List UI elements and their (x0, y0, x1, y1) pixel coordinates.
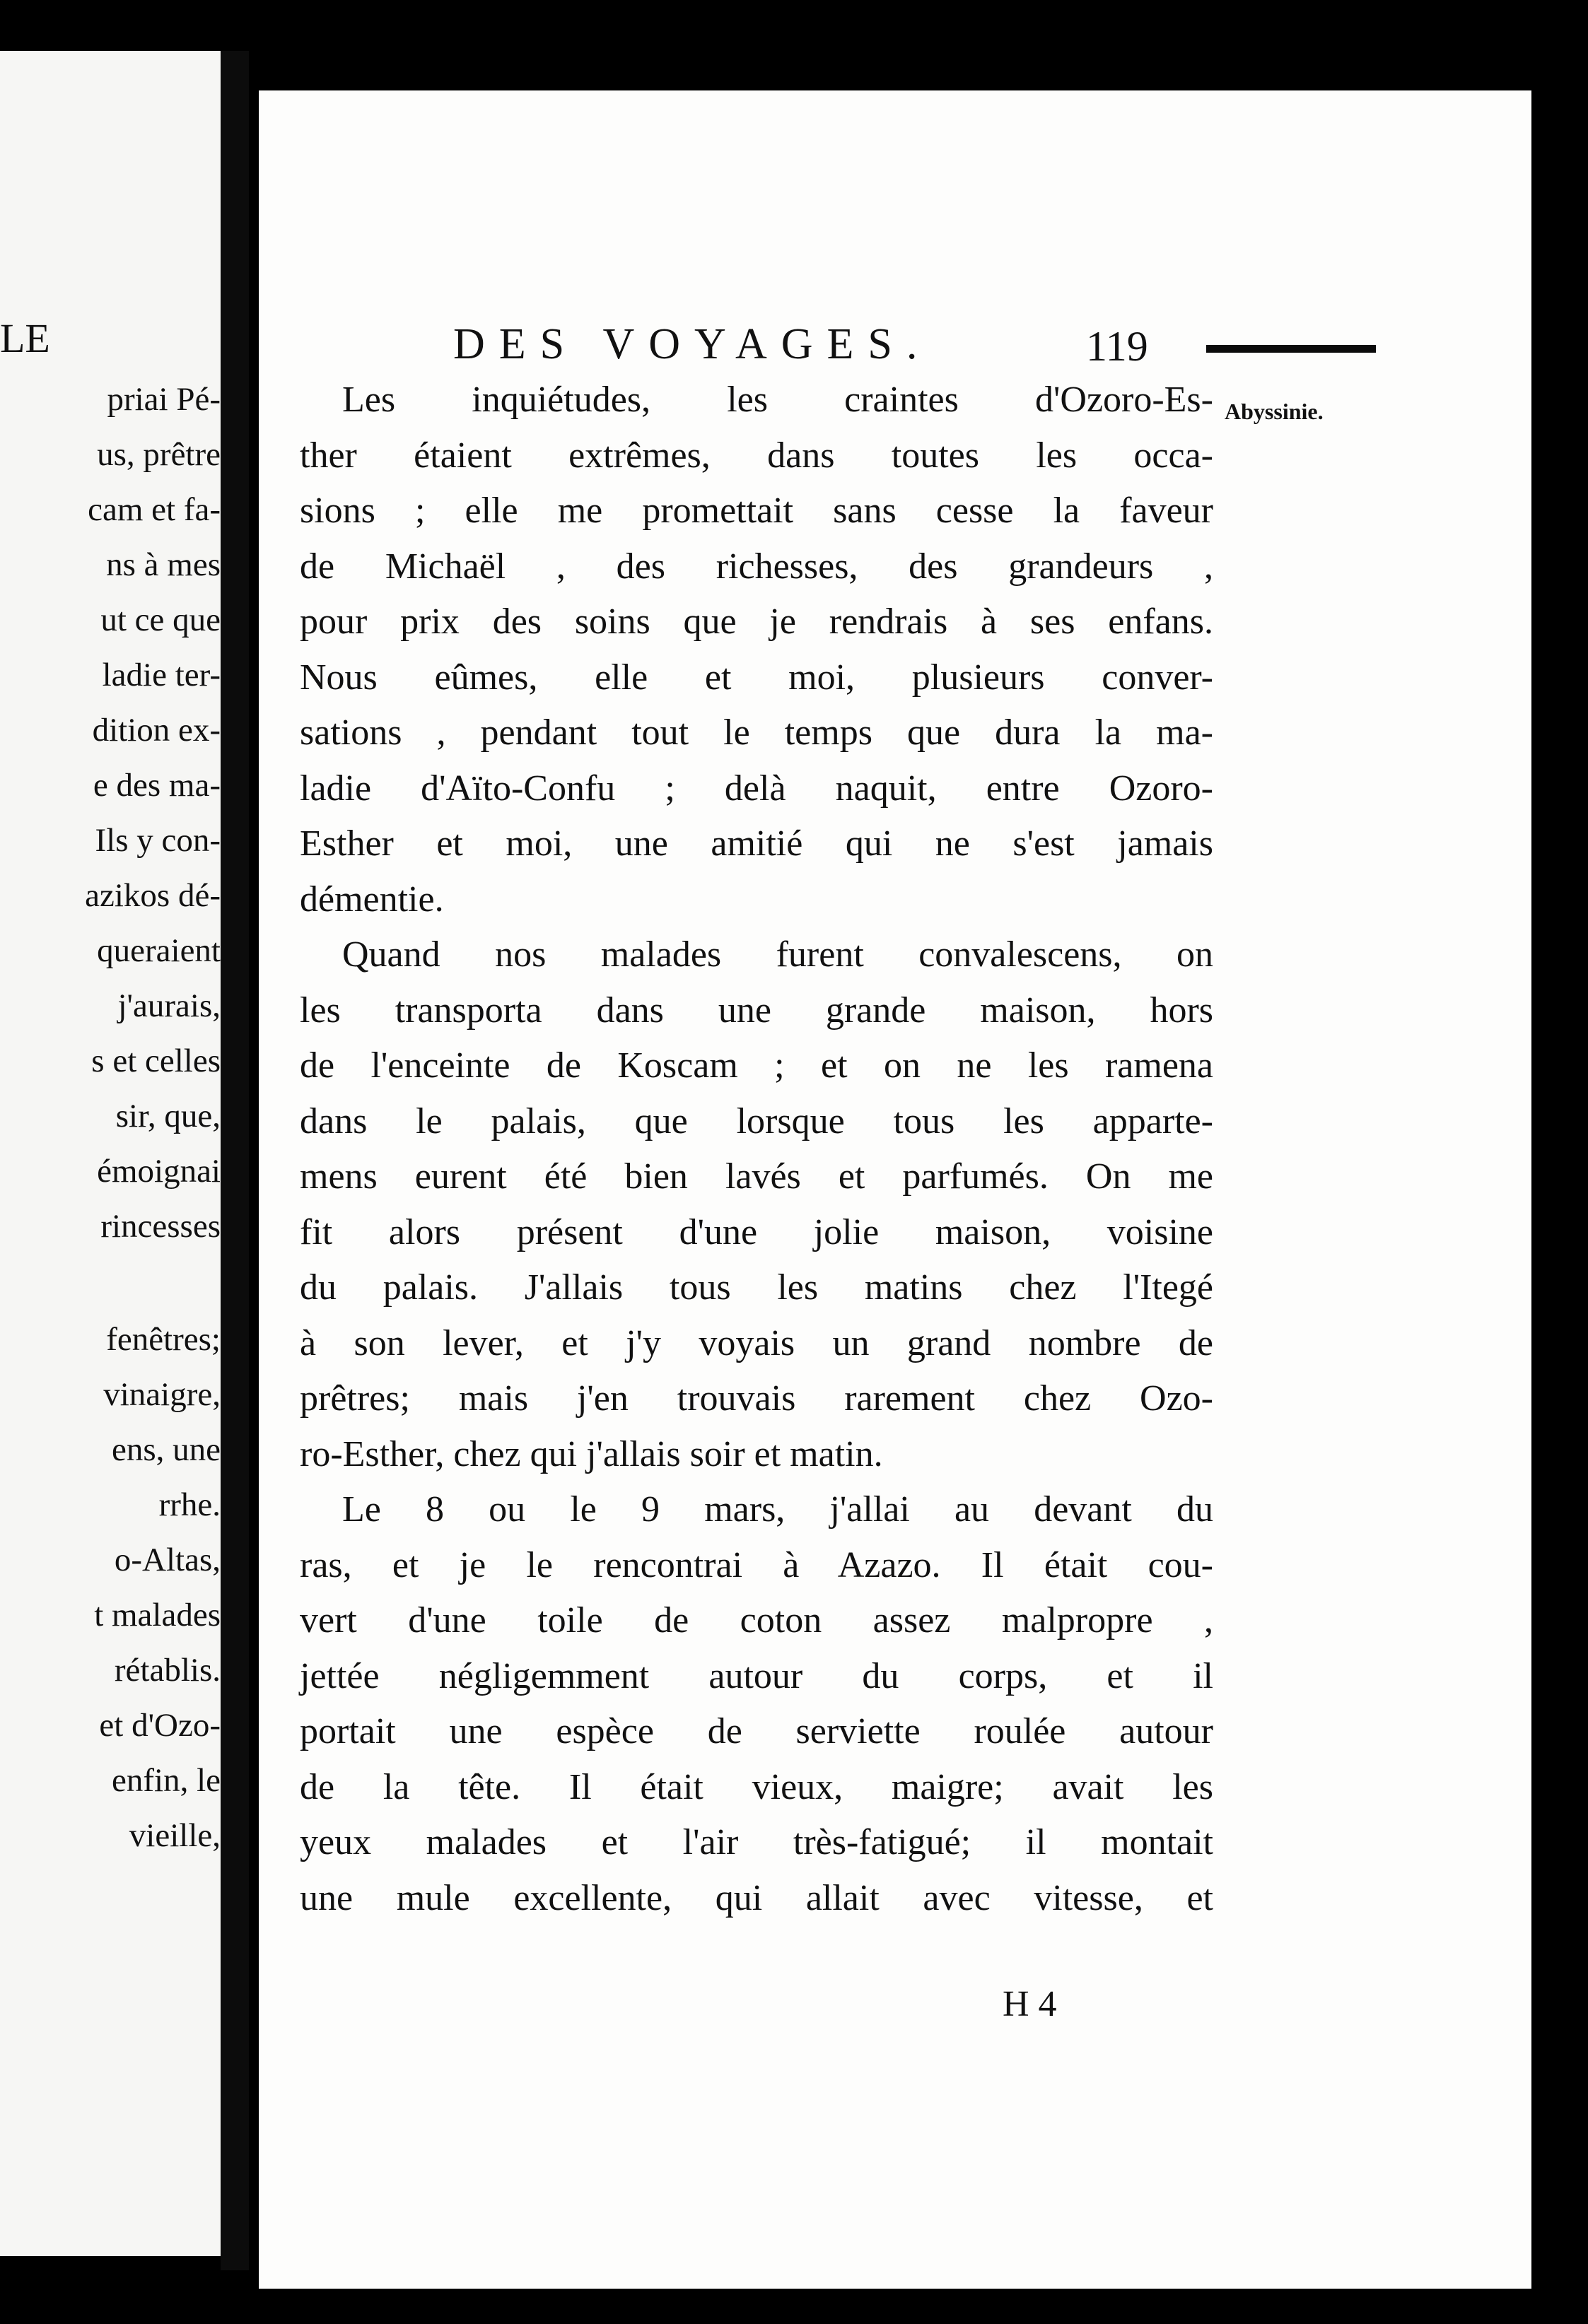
left-page-text-fragment: vieille, (129, 1817, 221, 1854)
left-page-text-fragment: Ils y con- (95, 822, 221, 859)
body-text-line: vert d'une toile de coton assez malpropre , (300, 1600, 1213, 1641)
left-page-fragment (0, 51, 221, 2256)
body-text-line: à son lever, et j'y voyais un grand nombre de (300, 1322, 1213, 1363)
right-page (259, 90, 1531, 2289)
page-number: 119 (1086, 323, 1148, 370)
body-text-line: yeux malades et l'air très-fatigué; il montait (300, 1822, 1213, 1862)
left-page-text-fragment: sir, que, (115, 1098, 221, 1134)
body-text-line: de la tête. Il était vieux, maigre; avait les (300, 1766, 1213, 1807)
head-rule (1206, 345, 1376, 353)
body-text-line: de l'enceinte de Koscam ; et on ne les ramena (300, 1045, 1213, 1086)
body-text-line: Le 8 ou le 9 mars, j'allai au devant du (342, 1489, 1213, 1530)
body-text-line: de Michaël , des richesses, des grandeurs , (300, 546, 1213, 587)
left-page-text-fragment: ens, une (111, 1431, 221, 1468)
signature-mark: H 4 (1003, 1984, 1057, 2024)
left-page-text-fragment: vinaigre, (103, 1376, 221, 1413)
body-text-line: prêtres; mais j'en trouvais rarement chez Ozo- (300, 1378, 1213, 1419)
left-page-text-fragment: ut ce que (100, 601, 221, 638)
body-text-line: portait une espèce de serviette roulée autour (300, 1711, 1213, 1751)
left-page-text-fragment: dition ex- (92, 712, 221, 749)
left-page-text-fragment: e des ma- (93, 767, 221, 804)
body-text-line: dans le palais, que lorsque tous les apparte- (300, 1101, 1213, 1142)
margin-note: Abyssinie. (1225, 399, 1324, 424)
body-text-line: démentie. (300, 879, 444, 920)
left-page-text-fragment: j'aurais, (117, 987, 221, 1024)
body-text-line: ras, et je le rencontrai à Azazo. Il était cou- (300, 1544, 1213, 1585)
page-edge (1531, 90, 1588, 2289)
body-text-line: sions ; elle me promettait sans cesse la faveur (300, 491, 1213, 531)
body-text-line: mens eurent été bien lavés et parfumés. On me (300, 1156, 1213, 1197)
body-text-line: Quand nos malades furent convalescens, on (342, 934, 1213, 975)
running-head: DES VOYAGES. (453, 320, 932, 368)
body-text-line: Esther et moi, une amitié qui ne s'est jamais (300, 823, 1213, 864)
body-text-line: Nous eûmes, elle et moi, plusieurs conver- (300, 657, 1213, 698)
body-text-line: une mule excellente, qui allait avec vitesse, et (300, 1877, 1213, 1918)
body-text-line: les transporta dans une grande maison, hors (300, 990, 1213, 1031)
left-page-text-fragment: queraient (97, 932, 221, 969)
left-page-text-fragment: azikos dé- (85, 877, 221, 914)
left-page-text-fragment: ns à mes (106, 546, 221, 583)
left-page-text-fragment: s et celles (91, 1043, 221, 1079)
left-page-text-fragment: enfin, le (112, 1762, 221, 1799)
body-text-line: ladie d'Aïto-Confu ; delà naquit, entre Ozoro- (300, 768, 1213, 809)
body-text-line: ro-Esther, chez qui j'allais soir et matin. (300, 1433, 883, 1474)
body-text-line: fit alors présent d'une jolie maison, voisine (300, 1211, 1213, 1252)
scan-border (0, 2289, 1588, 2324)
left-page-text-fragment: cam et fa- (88, 491, 221, 528)
body-text-line: Les inquiétudes, les craintes d'Ozoro-Es- (342, 380, 1213, 420)
left-page-text-fragment: rrhe. (158, 1486, 221, 1523)
left-page-text-fragment: ladie ter- (102, 657, 221, 693)
left-page-text-fragment: et d'Ozo- (99, 1707, 221, 1744)
book-gutter (221, 51, 249, 2270)
left-page-text-fragment: rétablis. (114, 1652, 221, 1689)
left-page-text-fragment: priai Pé- (107, 381, 221, 418)
left-page-text-fragment: rincesses (100, 1208, 221, 1245)
left-page-text-fragment: émoignai (97, 1153, 221, 1190)
body-text-line: ther étaient extrêmes, dans toutes les occa- (300, 435, 1213, 476)
body-text-line: sations , pendant tout le temps que dura la ma- (300, 712, 1213, 753)
body-text-line: du palais. J'allais tous les matins chez l'Itegé (300, 1267, 1213, 1308)
left-page-text-fragment: us, prêtre (97, 436, 221, 473)
left-page-text-fragment: t malades (94, 1597, 221, 1633)
left-page-text-fragment: o-Altas, (114, 1542, 221, 1578)
body-text-line: pour prix des soins que je rendrais à ses enfans. (300, 601, 1213, 642)
left-page-text-fragment: LE (0, 315, 50, 361)
body-text-line: jettée négligemment autour du corps, et il (300, 1655, 1213, 1696)
left-page-text-fragment: fenêtres; (106, 1321, 221, 1358)
